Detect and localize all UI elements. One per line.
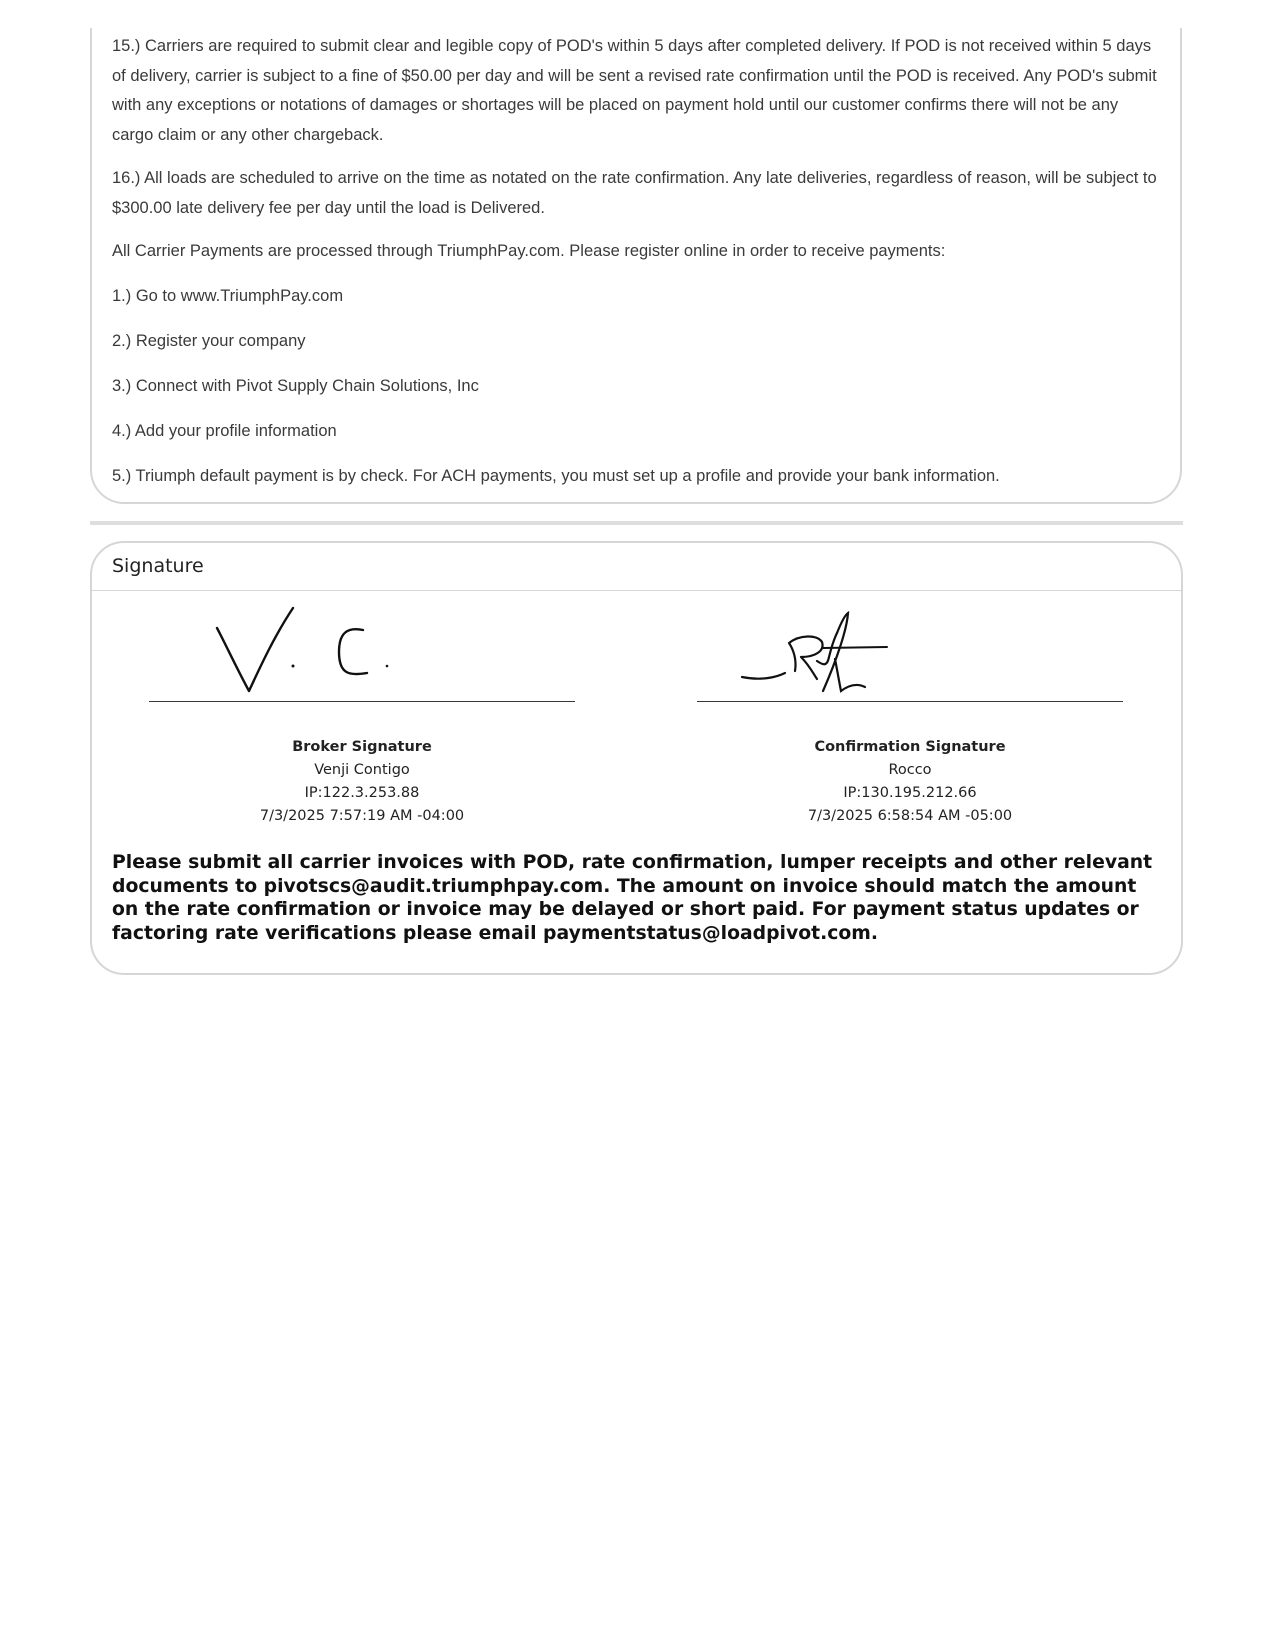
payment-step: 5.) Triumph default payment is by check. For ACH payments, you must set up a profile and provide your bank information.	[112, 467, 1000, 485]
broker-name: Venji Contigo	[314, 762, 410, 778]
payment-step: 1.) Go to www.TriumphPay.com	[112, 287, 344, 305]
confirmation-timestamp: 7/3/2025 6:58:54 AM -05:00	[807, 808, 1013, 824]
signature-card	[90, 541, 1183, 975]
confirmation-signature-caption	[697, 736, 1123, 828]
payment-step: 4.) Add your profile information	[112, 422, 337, 440]
payment-step: 2.) Register your company	[112, 332, 306, 350]
payment-step: 3.) Connect with Pivot Supply Chain Solutions, Inc	[112, 377, 479, 395]
broker-ip: IP:122.3.253.88	[304, 785, 420, 801]
confirmation-signature-line	[697, 701, 1123, 702]
broker-timestamp: 7/3/2025 7:57:19 AM -04:00	[259, 808, 465, 824]
confirmation-signature-image	[737, 603, 907, 699]
payments-intro: All Carrier Payments are processed through TriumphPay.com. Please register online in order to receive payments:	[112, 242, 946, 260]
broker-signature-caption	[149, 736, 575, 828]
broker-signature-label: Broker Signature	[292, 739, 432, 755]
term-15: 15.) Carriers are required to submit clear and legible copy of POD's within 5 days after completed delivery. If POD is not received within 5 days of delivery, carrier is subject to a fine of $50.00 per day and will be sent a revised rate confirmation until the POD is received. Any POD's submit with any exceptions or notations of damages or shortages will be placed on payment hold until our customer confirms there will not be any cargo claim or any other chargeback.	[112, 37, 1157, 144]
section-divider	[90, 521, 1183, 525]
broker-signature-line	[149, 701, 575, 702]
terms-body	[112, 32, 1162, 507]
broker-signature-image	[209, 603, 399, 699]
term-16: 16.) All loads are scheduled to arrive on the time as notated on the rate confirmation. Any late deliveries, regardless of reason, will be subject to $300.00 late delivery fee per day until the load is Delivered.	[112, 169, 1157, 217]
terms-card	[90, 28, 1182, 504]
confirmation-name: Rocco	[888, 762, 932, 778]
confirmation-ip: IP:130.195.212.66	[843, 785, 977, 801]
confirmation-signature-label: Confirmation Signature	[814, 739, 1006, 755]
signature-section-title: Signature	[92, 543, 1181, 591]
invoice-submission-notice: Please submit all carrier invoices with POD, rate confirmation, lumper receipts and other relevant documents to pivotscs@audit.triumphpay.com. The amount on invoice should match the amount on the rate confirmation or invoice may be delayed or short paid. For payment status updates or factoring rate verifications please email paymentstatus@loadpivot.com.	[112, 852, 1153, 944]
